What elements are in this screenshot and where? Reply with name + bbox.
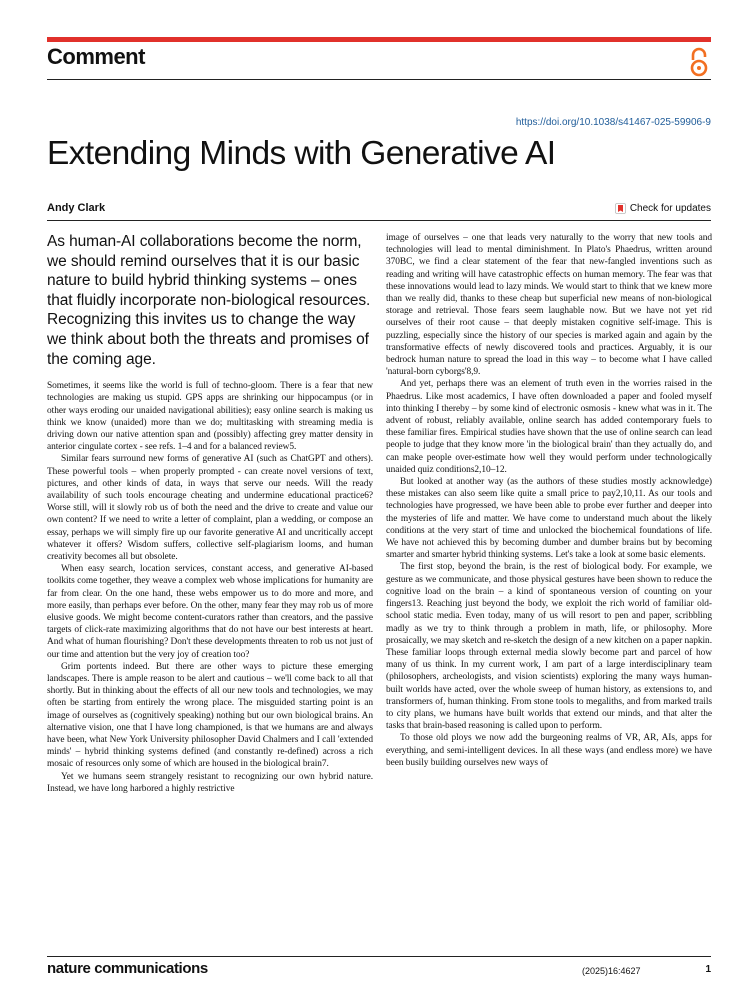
footer-rule	[47, 956, 711, 957]
page-number: 1	[705, 964, 711, 975]
check-updates-icon	[615, 203, 626, 214]
paragraph: But looked at another way (as the authors of these studies mostly acknowledge) these mistakes can also seem like quite a small price to pay2,10,11. As our tools and technologies have progressed, we have been able to probe ever further and deeper into the mysteries of life and matter. We have come to understand much about the likely conditions at the very start of time and unlocked the biochemical foundations of life. We have not achieved this by becoming dumber and dumber brains but by becoming smarter and smarter hybrid thinking systems. Let's take a look at some basic elements.	[386, 477, 712, 561]
paragraph: Yet we humans seem strangely resistant to recognizing our own hybrid nature. Instead, we have long harbored a highly restrictive	[47, 771, 373, 794]
top-accent-bar	[47, 37, 711, 42]
open-access-icon	[688, 46, 710, 78]
paragraph: Similar fears surround new forms of generative AI (such as ChatGPT and others). These powerful tools – when properly prompted - can create novel versions of text, pictures, and other kinds of data, in ways that serve our needs. Will the ready availability of such tools encourage cheating and undermine educational practice6? Worse still, will it slowly rob us of both the need and the drive to create and value our own content? If we need to write a letter of complaint, plan a wedding, or compose an essay, perhaps we will simply fire up our favorite generative AI and uncritically accept whatever it offers? Wisdom suffers, collective self-plagiarism looms, and human creativity becomes all but obsolete.	[47, 454, 373, 562]
article-title: Extending Minds with Generative AI	[47, 135, 556, 172]
paragraph: image of ourselves – one that leads very naturally to the worry that new tools and technologies will lead to mental diminishment. In Plato's Phaedrus, written around 370BC, we find a clear statement of the fear that new-fangled inventions such as reading and writing will have catastrophic effects on human memory. The fear was that these innovations would lead to lazy minds. We would start to think that we knew more than we really did, thanks to these cheap but superficial new means of non-biological storage and retrieval. Those fears seem laughable now. But we have not yet rid ourselves of their root cause – that deeply mistaken cognitive self-image. This is puzzling, especially since the history of our species is marked again and again by the transformative effects of newly discovered tools and practices. Arguably, it is our bedrock human nature to spread the load in this way – to become what I have called 'natural-born cyborgs'8,9.	[386, 233, 712, 378]
paragraph: To those old ploys we now add the burgeoning realms of VR, AR, AIs, apps for everything, and semi-intelligent devices. In all these ways (and endless more) we have been busily building ourselves new ways of	[386, 733, 712, 768]
paragraph: Sometimes, it seems like the world is full of techno-gloom. There is a fear that new technologies are making us stupid. GPS apps are shrinking our hippocampus (or in other ways eroding our unaided navigational abilities); easy online search is making us think we know (unaided) more than we do; multitasking with streaming media is driving down our native attention span and (possibly) affecting grey matter density in anterior cingulate cortex - see refs. 1–4 and for a balanced review5.	[47, 381, 373, 453]
section-label: Comment	[47, 44, 145, 69]
paragraph: And yet, perhaps there was an element of truth even in the worries raised in the Phaedrus. Like most academics, I have often downloaded a paper and fooled myself into thinking I thereby – by some kind of electronic osmosis - knew what was in it. The advent of robust, reliably available, online search has added contemporary fuels to these familiar fires. Empirical studies have shown that the use of online search can lead people to judge that they know more 'in the biological brain' than they actually do, and can make people over-estimate how well they would perform under technologically unaided quiz conditions2,10–12.	[386, 379, 712, 475]
header-rule	[47, 79, 711, 80]
doi-link[interactable]: https://doi.org/10.1038/s41467-025-59906-9	[515, 117, 711, 128]
right-column	[386, 232, 712, 769]
journal-name: nature communications	[47, 960, 208, 977]
check-for-updates-button[interactable]	[615, 203, 711, 214]
paragraph: Grim portents indeed. But there are other ways to picture these emerging landscapes. There is ample reason to be alert and cautious – we'll come back to all that shortly. But in thinking about the effects of all our new tools and technologies, we may often be starting from entirely the wrong place. The misguided starting point is an image of ourselves as (cognitively speaking) nothing but our own biological brains. An alternative vision, one that I have long championed, is that we humans are and always have been, what New York University philosopher David Chalmers and I call 'extended minds' – hybrid thinking systems defined (and constantly re-defined) across a rich mosaic of resources only some of which are housed in the biological brain7.	[47, 661, 373, 770]
check-updates-label: Check for updates	[629, 203, 711, 214]
citation: (2025)16:4627	[582, 966, 641, 976]
paragraph: When easy search, location services, constant access, and generative AI-based toolkits come together, they weave a complex web whose implications for humanity are far from clear. On the one hand, these webs empower us to do more and more, and more easily, than perhaps ever before. On the other, many fear they may rob us of more elusive goods. We might become content-curators rather than creators, and the passive targets of click-rate maximizing algorithms that do not have our best interests at heart. And what of human flourishing? Don't these developments threaten to rob us not just of our time and attention but the very joy of creation too?	[47, 564, 373, 660]
left-column	[47, 232, 373, 795]
paragraph: The first stop, beyond the brain, is the rest of biological body. For example, we gesture as we communicate, and those physical gestures have been shown to reduce the cognitive load on the brain – a kind of spontaneous version of counting on your fingers13. Reaching just beyond the body, we exploit the rich world of familiar old-school static media. Even today, many of us will resort to pen and paper, scribbling madly as we try to think through a problem in math, life, or philosophy. More prosaically, we may sketch and re-sketch the design of a new kitchen on a paper napkin. These familiar loops through external media slowly become part and parcel of how many of us think. In my current work, I am part of a large interdisciplinary team (philosophers, archeologists, and vision scientists) exploring the many ways human-built worlds have acted, over the whole sweep of human history, as extensions to, and transformers of, human thinking. From stone tools to megaliths, and from marked trails to city plans, we humans have built worlds that extend our minds, and that alter the tasks that brain-based reasoning is called upon to perform.	[386, 562, 712, 732]
author-rule	[47, 220, 711, 221]
author-name[interactable]: Andy Clark	[47, 202, 106, 214]
standfirst: As human-AI collaborations become the norm, we should remind ourselves that it is our basic nature to build hybrid thinking systems – ones that fluidly incorporate non-biological resources. Recognizing this invites us to change the way we think about both the threats and promises of the coming age.	[47, 233, 371, 368]
